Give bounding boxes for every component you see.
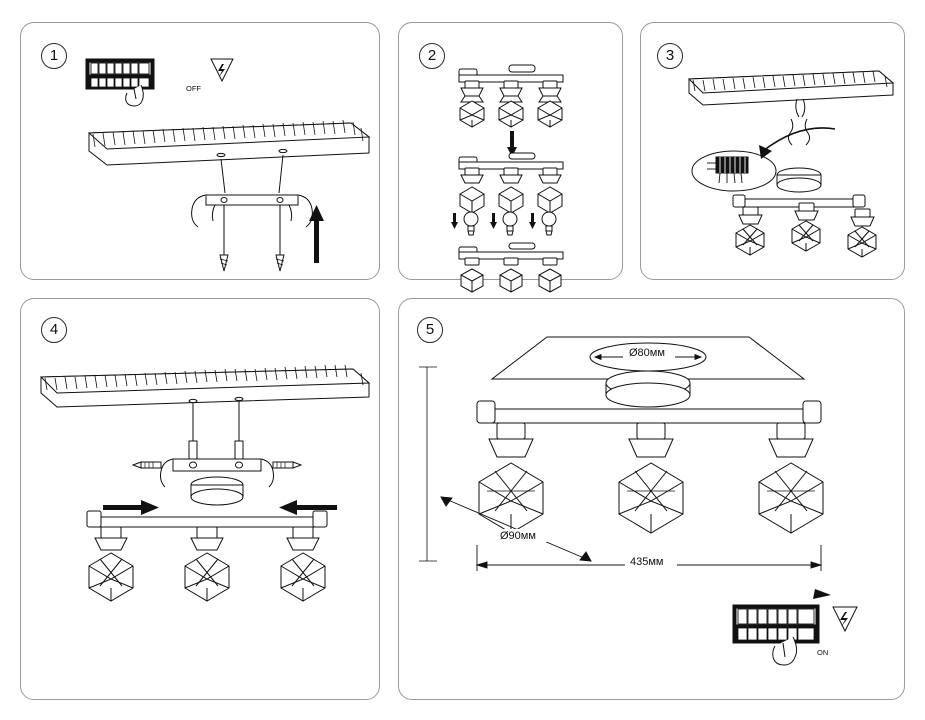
canopy-icon [777, 168, 821, 192]
step-number-2: 2 [419, 43, 445, 69]
step-panel-1 [20, 22, 380, 280]
spotlight-bar-icon-top [459, 65, 563, 127]
circuit-breaker-icon [733, 605, 819, 643]
spotlight-bar-icon-middle [459, 153, 563, 213]
step-4-graphic [21, 299, 381, 701]
step-3-graphic [641, 23, 906, 281]
step-panel-4 [20, 298, 380, 700]
spotlight-bar-icon [477, 401, 823, 533]
step-panel-5 [398, 298, 905, 700]
height-extension-lines [419, 367, 437, 561]
curved-arrow-icon [759, 128, 835, 159]
screw-icon-right [273, 462, 301, 468]
circuit-breaker-icon [86, 59, 154, 89]
spotlight-bar-icon-bottom [459, 243, 563, 292]
step-number-3: 3 [657, 43, 683, 69]
step-panel-3 [640, 22, 905, 280]
spotlight-bar-icon [733, 195, 876, 257]
spotlight-bar-icon [87, 511, 327, 601]
step-number-1: 1 [41, 43, 67, 69]
step-number-4: 4 [41, 317, 67, 343]
ceiling-plate-icon [89, 120, 369, 165]
switch-state-off-label: OFF [186, 84, 201, 93]
total-length-label: 435мм [630, 556, 664, 568]
ceiling-plate-icon [689, 71, 893, 105]
switch-state-on-label: ON [817, 648, 829, 657]
right-arrow-icon [103, 500, 159, 515]
ceiling-plate-icon [41, 365, 369, 407]
step-number-5: 5 [417, 317, 443, 343]
step-panel-2 [398, 22, 623, 280]
shade-diameter-label: Ø90мм [500, 530, 536, 542]
bulb-icon-group [464, 212, 556, 235]
hanger-rod-group [189, 401, 243, 459]
wire-group [788, 99, 809, 145]
electric-hazard-icon [211, 59, 233, 81]
screw-icon-left [133, 462, 161, 468]
electric-hazard-icon [833, 607, 857, 631]
step-1-graphic [21, 23, 381, 281]
mounting-bracket-icon [192, 155, 313, 227]
screw-icon [220, 205, 284, 271]
arrow-to-switch-icon [813, 589, 831, 599]
canopy-diameter-label: Ø80мм [629, 347, 665, 359]
left-arrow-icon [279, 500, 337, 515]
step-5-graphic [399, 299, 906, 701]
step-2-graphic [399, 23, 624, 281]
down-arrow-icon-group [451, 213, 536, 229]
canopy-icon [191, 477, 243, 505]
